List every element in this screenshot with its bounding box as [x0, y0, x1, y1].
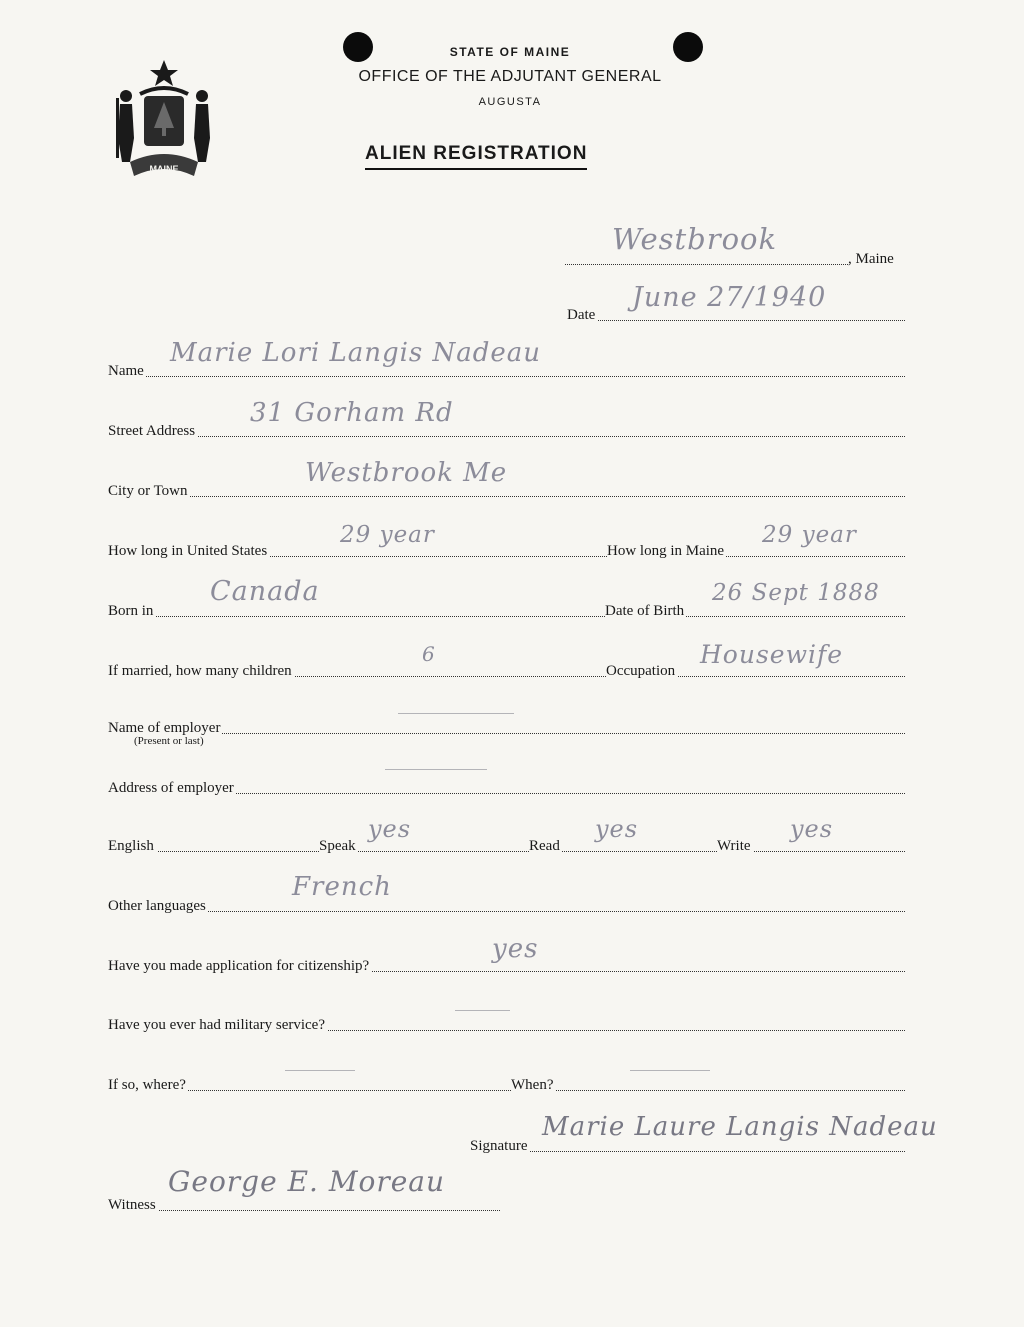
employer-address-label: Address of employer [108, 780, 234, 796]
street-row [108, 418, 905, 440]
how-long-us-label: How long in United States [108, 543, 268, 559]
military-dash [455, 1010, 510, 1011]
witness-label: Witness [108, 1197, 156, 1213]
born-in-value[interactable]: Canada [210, 576, 320, 607]
witness-value[interactable]: George E. Moreau [168, 1165, 446, 1198]
born-row [108, 598, 605, 620]
other-languages-row [108, 893, 905, 915]
street-label: Street Address [108, 423, 196, 439]
where-dash [285, 1070, 355, 1071]
form-title: ALIEN REGISTRATION [365, 143, 587, 170]
other-languages-value[interactable]: French [292, 872, 392, 902]
where-label: If so, where? [108, 1077, 186, 1093]
name-label: Name [108, 363, 144, 379]
signature-label: Signature [470, 1138, 528, 1154]
date-of-birth-value[interactable]: 26 Sept 1888 [712, 580, 880, 606]
maine-label: , Maine [848, 251, 894, 267]
maine-row [607, 538, 905, 560]
header-state: STATE OF MAINE [449, 45, 571, 59]
street-value[interactable]: 31 Gorham Rd [250, 398, 454, 428]
children-value[interactable]: 6 [422, 642, 436, 666]
how-long-maine-value[interactable]: 29 year [762, 522, 857, 548]
when-label: When? [511, 1077, 554, 1093]
children-row [108, 658, 606, 680]
english-label: English [108, 838, 154, 854]
military-row [108, 1012, 905, 1034]
employer-address-dash [385, 769, 487, 770]
born-in-label: Born in [108, 603, 154, 619]
header-office: OFFICE OF THE ADJUTANT GENERAL [358, 68, 662, 85]
seal-ribbon-text: MAINE [149, 164, 179, 174]
date-value[interactable]: June 27/1940 [632, 282, 827, 313]
when-dash [630, 1070, 710, 1071]
speak-value[interactable]: yes [368, 815, 412, 843]
date-label: Date [567, 307, 596, 323]
how-long-maine-label: How long in Maine [607, 543, 725, 559]
military-label: Have you ever had military service? [108, 1017, 325, 1033]
children-label: If married, how many children [108, 663, 292, 679]
write-value[interactable]: yes [790, 815, 834, 843]
employer-name-sublabel: (Present or last) [134, 735, 204, 747]
header-city: AUGUSTA [478, 96, 542, 108]
how-long-us-value[interactable]: 29 year [340, 522, 435, 548]
citizenship-value[interactable]: yes [492, 934, 539, 964]
name-value[interactable]: Marie Lori Langis Nadeau [170, 338, 542, 368]
employer-name-dash [398, 713, 514, 714]
english-row [108, 833, 905, 855]
read-value[interactable]: yes [595, 815, 639, 843]
employer-name-row [108, 715, 905, 737]
other-languages-label: Other languages [108, 898, 206, 914]
city-value[interactable]: Westbrook Me [305, 458, 508, 488]
where-row [108, 1072, 905, 1094]
city-label: City or Town [108, 483, 188, 499]
employer-name-label: Name of employer [108, 720, 221, 736]
occupation-value[interactable]: Housewife [700, 640, 844, 669]
read-label: Read [529, 838, 560, 854]
signature-value[interactable]: Marie Laure Langis Nadeau [542, 1112, 938, 1142]
date-of-birth-label: Date of Birth [605, 603, 685, 619]
speak-label: Speak [319, 838, 356, 854]
town-value[interactable]: Westbrook [612, 222, 778, 256]
occupation-label: Occupation [606, 663, 676, 679]
citizenship-label: Have you made application for citizenship? [108, 958, 370, 974]
write-label: Write [717, 838, 751, 854]
employer-address-row [108, 775, 905, 797]
